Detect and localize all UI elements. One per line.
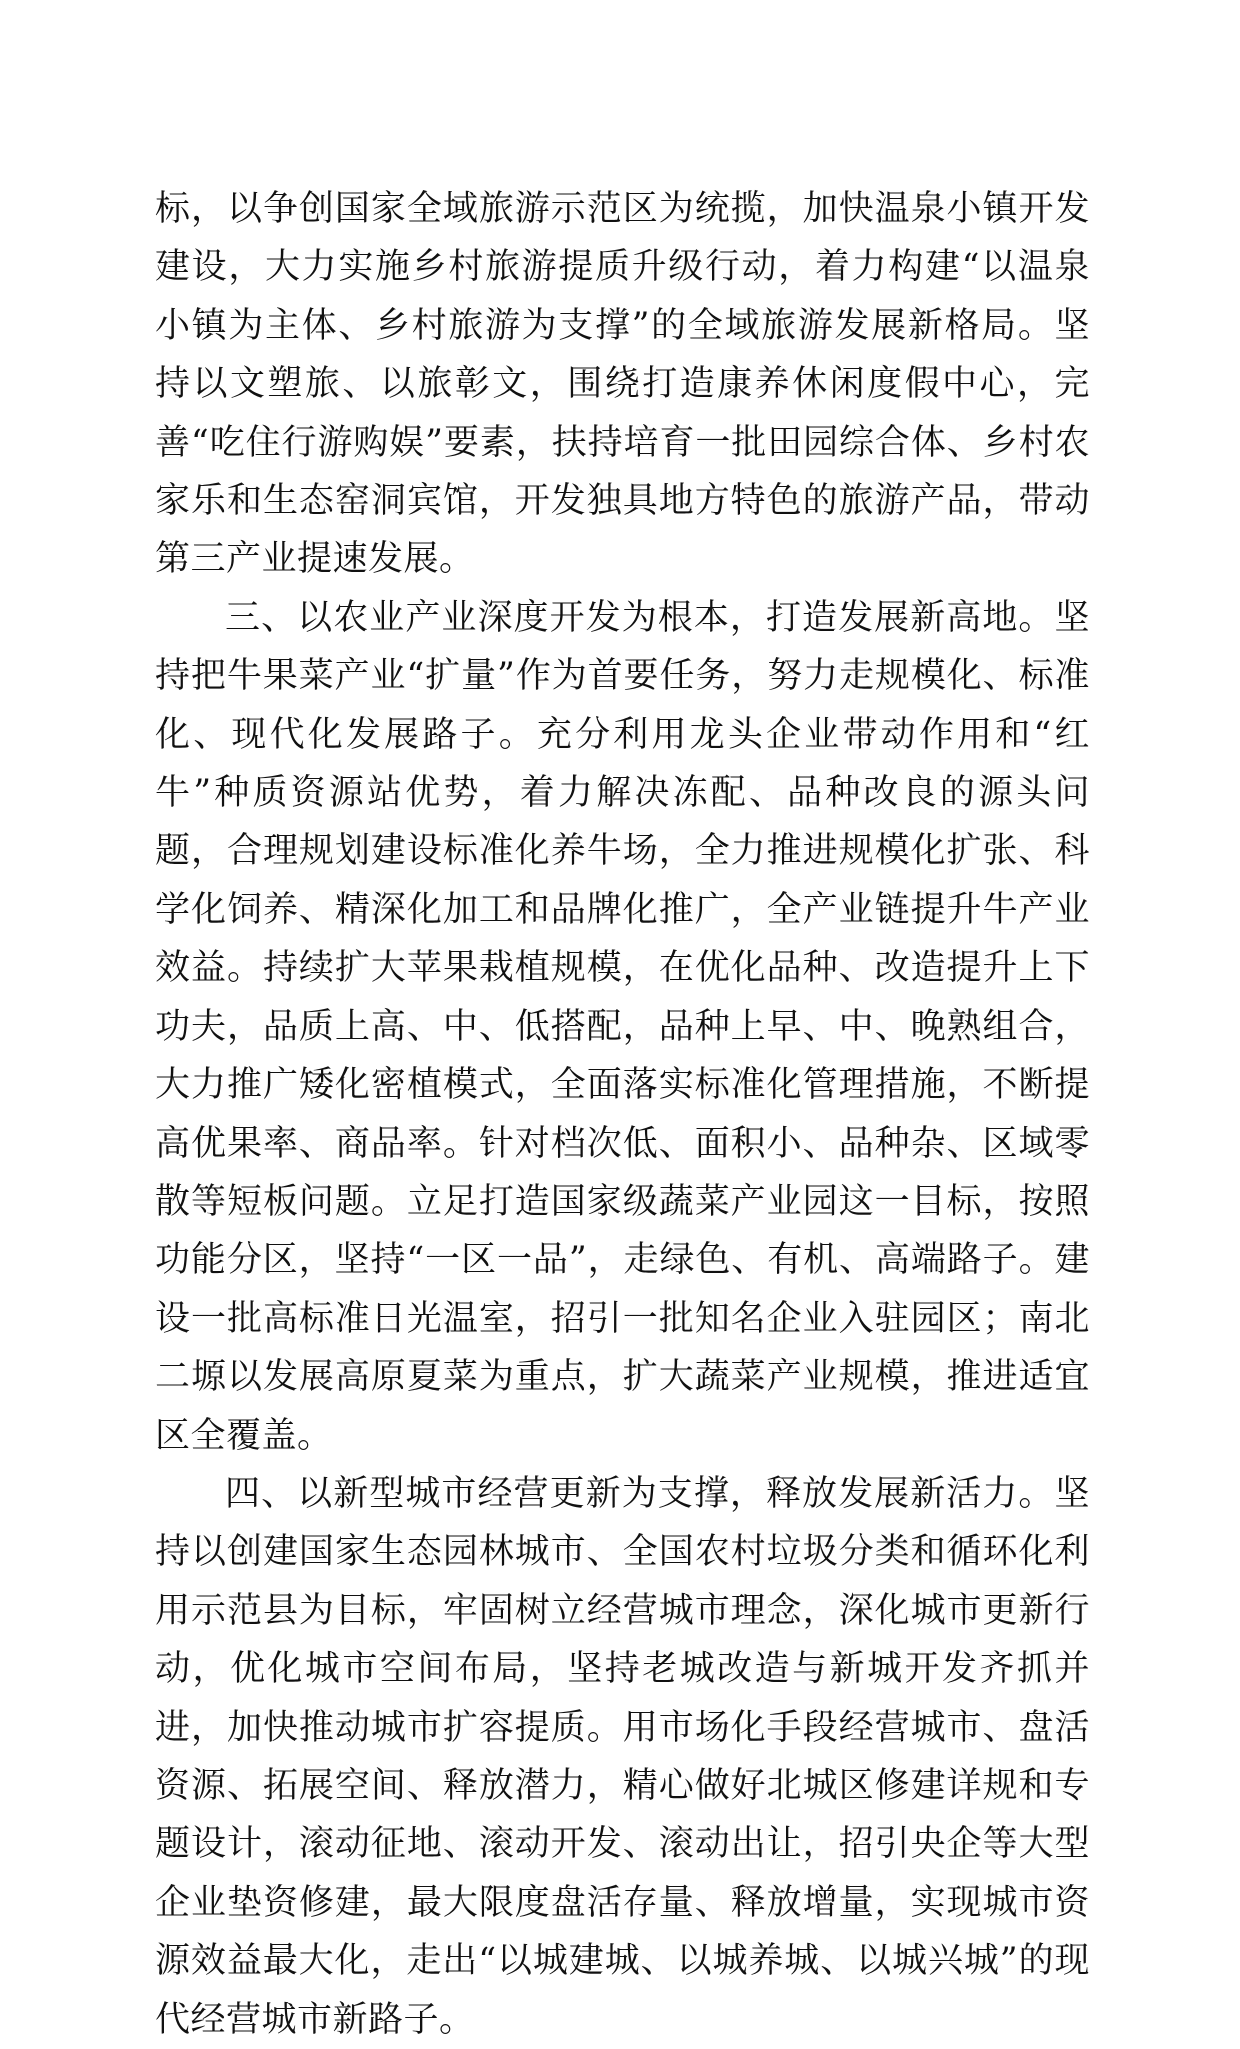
document-page bbox=[155, 180, 1090, 2049]
paragraph-urban-renewal: 四、以新型城市经营更新为支撑，释放发展新活力。坚持以创建国家生态园林城市、全国农村垃圾分类和循环化利用示范县为目标，牢固树立经营城市理念，深化城市更新行动，优化城市空间布局，坚持老城改造与新城开发齐抓并进，加快推动城市扩容提质。用市场化手段经营城市、盘活资源、拓展空间、释放潜力，精心做好北城区修建详规和专题设计，滚动征地、滚动开发、滚动出让，招引央企等大型企业垫资修建，最大限度盘活存量、释放增量，实现城市资源效益最大化，走出“以城建城、以城养城、以城兴城”的现代经营城市新路子。 bbox=[155, 1473, 1090, 2040]
paragraph-agriculture: 三、以农业产业深度开发为根本，打造发展新高地。坚持把牛果菜产业“扩量”作为首要任务，努力走规模化、标准化、现代化发展路子。充分利用龙头企业带动作用和“红牛”种质资源站优势，着力解决冻配、品种改良的源头问题，合理规划建设标准化养牛场，全力推进规模化扩张、科学化饲养、精深化加工和品牌化推广，全产业链提升牛产业效益。持续扩大苹果栽植规模，在优化品种、改造提升上下功夫，品质上高、中、低搭配，品种上早、中、晚熟组合，大力推广矮化密植模式，全面落实标准化管理措施，不断提高优果率、商品率。针对档次低、面积小、品种杂、区域零散等短板问题。立足打造国家级蔬菜产业园这一目标，按照功能分区，坚持“一区一品”，走绿色、有机、高端路子。建设一批高标准日光温室，招引一批知名企业入驻园区；南北二塬以发展高原夏菜为重点，扩大蔬菜产业规模，推进适宜区全覆盖。 bbox=[155, 597, 1090, 1456]
paragraph-tourism-continuation: 标，以争创国家全域旅游示范区为统揽，加快温泉小镇开发建设，大力实施乡村旅游提质升级行动，着力构建“以温泉小镇为主体、乡村旅游为支撑”的全域旅游发展新格局。坚持以文塑旅、以旅彰文，围绕打造康养休闲度假中心，完善“吃住行游购娱”要素，扶持培育一批田园综合体、乡村农家乐和生态窑洞宾馆，开发独具地方特色的旅游产品，带动第三产业提速发展。 bbox=[155, 189, 1090, 580]
